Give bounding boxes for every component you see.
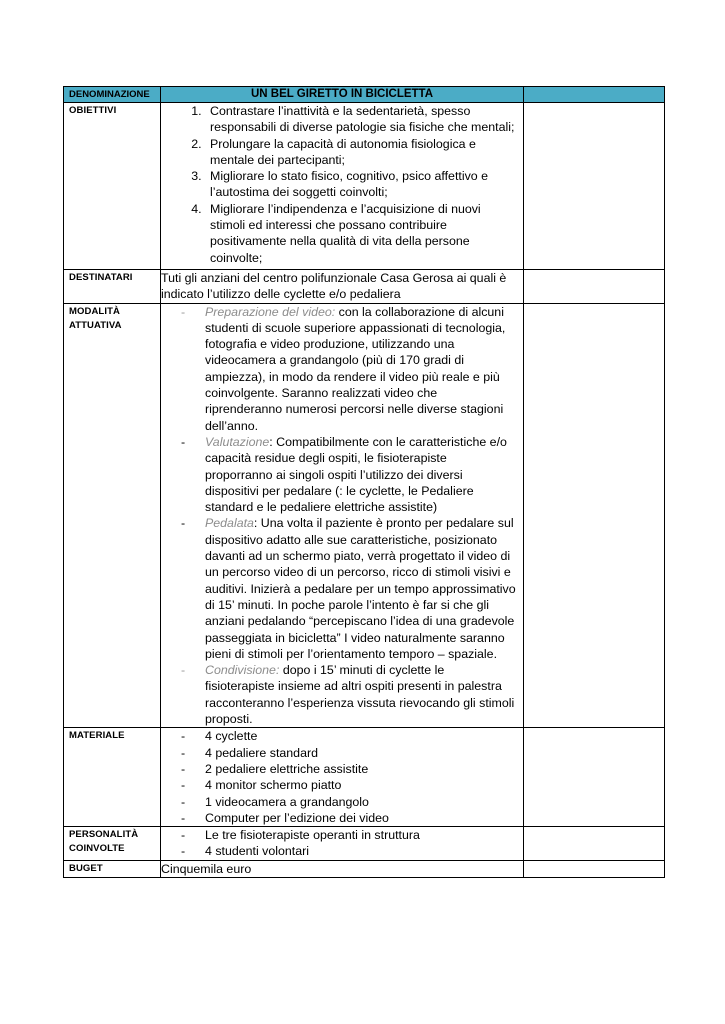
obiettivi-list bbox=[161, 103, 523, 266]
materiale-row bbox=[64, 728, 665, 827]
denominazione-label: DENOMINAZIONE bbox=[64, 87, 161, 103]
personalita-cell bbox=[161, 827, 524, 861]
list-item: - 2 pedaliere elettriche assistite bbox=[205, 761, 517, 777]
materiale-label: MATERIALE bbox=[64, 728, 161, 827]
list-item: - 4 studenti volontari bbox=[205, 843, 517, 859]
personalita-empty-cell bbox=[524, 827, 665, 861]
destinatari-row bbox=[64, 270, 665, 304]
modalita-row bbox=[64, 303, 665, 728]
list-item: 4. Migliorare l’indipendenza e l’acquisizione di nuovi stimoli ed interessi che possano contribuire positivamente nella qualità di vita della persone coinvolte; bbox=[205, 201, 517, 266]
modalita-empty-cell bbox=[524, 303, 665, 728]
list-item: - Computer per l’edizione dei video bbox=[205, 810, 517, 826]
buget-empty-cell bbox=[524, 860, 665, 877]
materiale-cell bbox=[161, 728, 524, 827]
list-item bbox=[205, 515, 517, 662]
buget-text: Cinquemila euro bbox=[161, 860, 524, 877]
destinatari-label: DESTINATARI bbox=[64, 270, 161, 304]
item-keyword: Preparazione del video: bbox=[205, 304, 336, 319]
list-item: - 4 pedaliere standard bbox=[205, 745, 517, 761]
list-item bbox=[205, 662, 517, 727]
list-item bbox=[205, 304, 517, 434]
personalita-label bbox=[64, 827, 161, 861]
item-text: : Compatibilmente con le caratteristiche e/o capacità residue degli ospiti, le fisioterapiste proporranno ai singoli ospiti l’utilizzo dei diversi dispositivi per pedalare (: le cyclette, le Pedaliere standard e le pedaliere elettriche assistite) bbox=[205, 434, 507, 515]
list-item: - 4 cyclette bbox=[205, 728, 517, 744]
list-item: - Le tre fisioterapiste operanti in struttura bbox=[205, 827, 517, 843]
header-row bbox=[64, 87, 665, 103]
destinatari-text: Tuti gli anziani del centro polifunzionale Casa Gerosa ai quali è indicato l’utilizzo delle cyclette e/o pedaliera bbox=[161, 270, 524, 304]
buget-row bbox=[64, 860, 665, 877]
modalita-cell bbox=[161, 303, 524, 728]
list-item: - 1 videocamera a grandangolo bbox=[205, 794, 517, 810]
modalita-list bbox=[161, 304, 523, 728]
modalita-label bbox=[64, 303, 161, 728]
item-text: : Una volta il paziente è pronto per pedalare sul dispositivo adatto alle sue caratteristiche, posizionato davanti ad un schermo piato, verrà progettato il video di un percorso video di un percorso, ricco di stimoli visivi e auditivi. Inizierà a pedalare per un tempo approssimativo di 15’ minuti. In poche parole l’intento è far si che gli anziani pedalando “percepiscano l’idea di una gradevole passeggiata in bicicletta” I video naturalmente saranno pieni di stimoli per l’orientamento temporo – spaziale. bbox=[205, 516, 516, 661]
obiettivi-cell bbox=[161, 103, 524, 270]
personalita-label-line2: COINVOLTE bbox=[69, 843, 125, 855]
materiale-list bbox=[161, 728, 523, 826]
personalita-label-line1: PERSONALITÀ bbox=[69, 829, 139, 841]
item-text: dopo i 15’ minuti di cyclette le fisioterapiste insieme ad altri ospiti presenti in palestra racconteranno l’esperienza vissuta rievocando gli stimoli proposti. bbox=[205, 663, 515, 727]
modalita-label-line1: MODALITÀ bbox=[69, 305, 120, 317]
materiale-empty-cell bbox=[524, 728, 665, 827]
item-text: con la collaborazione di alcuni studenti di scuole superiore appassionati di tecnologia, fotografia e video produzione, utilizzando una videocamera a grandangolo (più di 170 gradi di ampiezza), in modo da rendere il video più reale e più coinvolgente. Saranno realizzati video che riprenderanno numerosi percorsi nelle diverse stagioni dell’anno. bbox=[205, 304, 506, 433]
project-title: UN BEL GIRETTO IN BICICLETTA bbox=[161, 87, 524, 103]
list-item: 3. Migliorare lo stato fisico, cognitivo, psico affettivo e l’autostima dei soggetti coinvolti; bbox=[205, 168, 517, 201]
item-keyword: Valutazione bbox=[205, 434, 270, 449]
destinatari-empty-cell bbox=[524, 270, 665, 304]
list-item: 2. Prolungare la capacità di autonomia fisiologica e mentale dei partecipanti; bbox=[205, 136, 517, 169]
list-item: - 4 monitor schermo piatto bbox=[205, 777, 517, 793]
item-keyword: Pedalata bbox=[205, 516, 254, 531]
buget-label: BUGET bbox=[64, 860, 161, 877]
header-empty-cell bbox=[524, 87, 665, 103]
personalita-list bbox=[161, 827, 523, 860]
item-keyword: Condivisione: bbox=[205, 663, 280, 678]
obiettivi-empty-cell bbox=[524, 103, 665, 270]
obiettivi-label: OBIETTIVI bbox=[64, 103, 161, 270]
list-item: 1. Contrastare l’inattività e la sedentarietà, spesso responsabili di diverse patologie sia fisiche che mentali; bbox=[205, 103, 517, 136]
obiettivi-row bbox=[64, 103, 665, 270]
modalita-label-line2: ATTUATIVA bbox=[69, 319, 122, 331]
project-table bbox=[63, 86, 665, 878]
personalita-row bbox=[64, 827, 665, 861]
list-item bbox=[205, 434, 517, 515]
